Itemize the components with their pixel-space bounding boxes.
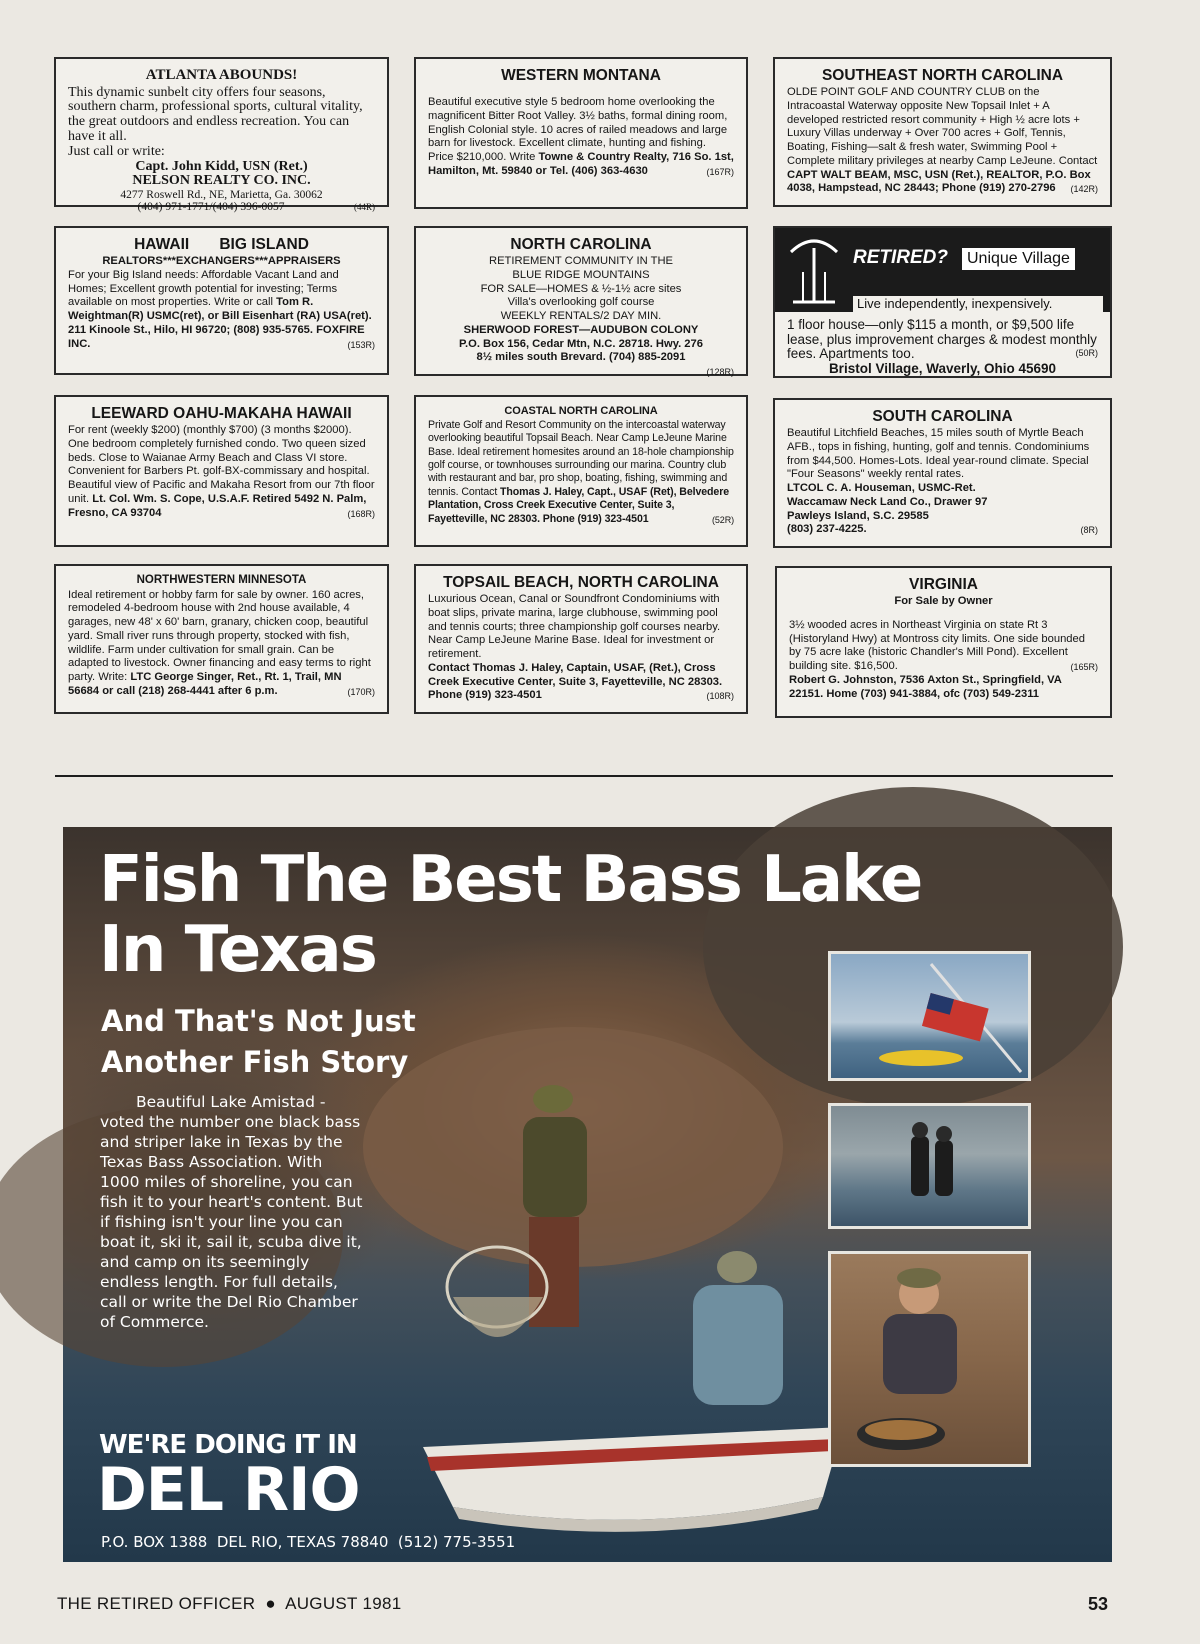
ad-body: 1 floor house—only $115 a month, or $9,500 life lease, plus improvement charges & modest monthly fees. Apartments too. (787, 317, 1097, 362)
ad-line: BLUE RIDGE MOUNTAINS (512, 268, 650, 281)
ad-heading: VIRGINIA (909, 576, 978, 593)
ad-body: OLDE POINT GOLF AND COUNTRY CLUB on the Intracoastal Waterway opposite New Topsail Inlet + A developed restricted resort community + High ½ acre lots + Luxury Villas underway + Over 700 acres + Golf, Tennis, Boating, Fishing—salt & fresh water, Swimming Pool + Complete military privileges at nearby Camp LeJeune. Contact (787, 86, 1098, 167)
ad-code: (168R) (347, 508, 375, 519)
ad-contact: (803) 237-4225. (787, 523, 867, 536)
ad-north-carolina (414, 226, 748, 376)
ad-heading: SOUTH CAROLINA (872, 408, 1013, 425)
ad-phone: (404) 971-1771/(404) 396-0057 (137, 201, 285, 214)
ad-code: (128R) (706, 367, 734, 378)
ad-contact: SHERWOOD FOREST—AUDUBON COLONY (463, 323, 699, 336)
ad-contact-name: Capt. John Kidd, USN (Ret.) (135, 158, 308, 174)
cook-with-skillet-icon (831, 1254, 1028, 1464)
ad-body: 3½ wooded acres in Northeast Virginia on state Rt 3 (Historyland Hwy) at Montross city limits. One side bounded by 75 acre lake (historic Chandler's Mill Pond). Excellent building site. $16,500. (789, 618, 1085, 673)
ad-contact: LTCOL C. A. Houseman, USMC-Ret. (787, 482, 976, 495)
ad-code: (108R) (706, 691, 734, 702)
page-number: 53 (1088, 1594, 1109, 1614)
scuba-divers-photo (828, 1103, 1031, 1229)
ad-heading: LEEWARD OAHU-MAKAHA HAWAII (91, 405, 352, 422)
ad-body: Luxurious Ocean, Canal or Soundfront Condominiums with boat slips, private marina, large clubhouse, swimming pool and tennis courts; three championship golf courses nearby. Near Camp LeJeune Marine Base. Ideal for investment or retirement. (428, 593, 721, 661)
ad-subline: Live independently, inexpensively. (853, 296, 1103, 314)
ad-contact: LTC George Singer, Ret., Rt. 1, Trail, MN 56684 or call (218) 268-4441 after 6 p.m. (68, 671, 342, 697)
ad-contact: 8½ miles south Brevard. (704) 885-2091 (476, 351, 686, 364)
ad-call-text: Just call or write: (68, 143, 165, 159)
ad-subheading: For Sale by Owner (894, 595, 993, 608)
ad-contact: Pawleys Island, S.C. 29585 (787, 509, 929, 522)
ad-code: (165R) (1070, 662, 1098, 673)
divers-figures-icon (831, 1106, 1028, 1226)
ad-code: (167R) (706, 166, 734, 177)
ad-line: FOR SALE—HOMES & ½-1½ acre sites (480, 282, 682, 295)
ad-subheading: REALTORS***EXCHANGERS***APPRAISERS (102, 255, 341, 268)
ad-address: 4277 Roswell Rd., NE, Marietta, Ga. 30062 (120, 189, 323, 202)
village-logo-icon (779, 228, 849, 312)
ad-contact: Tom R. Weightman(R) USMC(ret), or Bill Eisenhart (RA) USA(ret). 211 Kinoole St., Hilo, HI 96720; (808) 935-5765. FOXFIRE INC. (68, 296, 372, 350)
ad-brand: DEL RIO (97, 1455, 360, 1525)
ad-heading: TOPSAIL BEACH, NORTH CAROLINA (443, 574, 719, 591)
ad-heading: COASTAL NORTH CAROLINA (504, 405, 658, 417)
ad-heading: HAWAII BIG ISLAND (134, 236, 309, 253)
ad-body-copy: Beautiful Lake Amistad - voted the number one black bass and striper lake in Texas by the Texas Bass Association. With 1000 miles of shoreline, you can fish it to your heart's content. But if fishing isn't your line you can boat it, ski it, sail it, scuba dive it, and camp on its seemingly endless length. For full details, call or write the Del Rio Chamber of Commerce. (100, 1093, 363, 1331)
ad-line: Villa's overlooking golf course (507, 296, 655, 309)
landing-net-icon (433, 1227, 563, 1377)
ad-southeast-north-carolina (773, 57, 1112, 207)
ad-code: (8R) (1080, 525, 1098, 536)
ad-contact: Robert G. Johnston, 7536 Axton St., Springfield, VA 22151. Home (703) 941-3884, ofc (703) 549-2311 (789, 673, 1062, 700)
ad-heading: ATLANTA ABOUNDS! (145, 67, 298, 83)
ad-contact: Lt. Col. Wm. S. Cope, U.S.A.F. Retired 5492 N. Palm, Fresno, CA 93704 (68, 492, 367, 519)
ad-hawaii-big-island (54, 226, 389, 375)
ad-heading: NORTH CAROLINA (510, 236, 652, 253)
ad-retired-unique-village (773, 226, 1112, 378)
ad-contact: Bristol Village, Waverly, Ohio 45690 (828, 360, 1057, 376)
ad-code: (153R) (347, 339, 375, 350)
subhead-line: And That's Not Just (101, 1004, 416, 1038)
ad-body: Ideal retirement or hobby farm for sale by owner. 160 acres, remodeled 4-bedroom house with 2nd house available, 4 garages, new 48' x 60' barn, granary, chicken coop, beautiful yard. Small river runs through property, stocked with fish, wildlife. Farm under cultivation for small grain. Can be adapted to livestock. Owner financing and easy terms to right party. Write: (68, 588, 371, 684)
camp-cooking-photo (828, 1251, 1031, 1467)
ad-body: Beautiful executive style 5 bedroom home overlooking the magnificent Bitter Root Valley. 3½ baths, formal dining room, English Colonial style. 10 acres of railed meadows and large barn for livestock. Excellent climate, hunting and fishing. Price $210,000. Write (428, 96, 728, 164)
ad-subhead (101, 1001, 416, 1082)
ad-contact: Contact Thomas J. Haley, Captain, USAF, (Ret.), Cross Creek Executive Center, Suite 3, Fayetteville, NC 28303. Phone (919) 323-4501 (428, 661, 723, 702)
ad-contact: Thomas J. Haley, Capt., USAF (Ret), Belvedere Plantation, Cross Creek Executive Center, Suite 3, Fayetteville, NC 28303. Phone (919) 323-4501 (428, 485, 730, 525)
flag-boat-photo (828, 951, 1031, 1081)
ad-line: WEEKLY RENTALS/2 DAY MIN. (500, 310, 662, 323)
ad-company: NELSON REALTY CO. INC. (132, 173, 311, 189)
ad-code: (50R) (1075, 348, 1098, 359)
ad-heading: RETIRED? (853, 247, 948, 268)
ad-address: P.O. BOX 1388 DEL RIO, TEXAS 78840 (512) 775-3551 (101, 1533, 516, 1551)
ad-body: Beautiful Litchfield Beaches, 15 miles south of Myrtle Beach AFB., tops in fishing, hunting, golf and tennis. Condominiums from $44,500. Homes-Lots. Ideal year-round climate. Special "Four Seasons" weekly rental rates. (787, 427, 1090, 481)
ad-coastal-north-carolina (414, 395, 748, 547)
ad-contact: Towne & Country Realty, 716 So. 1st, Hamilton, Mt. 59840 or Tel. (406) 363-4630 (428, 151, 734, 177)
ad-code: (170R) (347, 687, 375, 697)
ad-western-montana (414, 57, 748, 209)
del-rio-advertisement (63, 827, 1112, 1562)
ad-northwestern-minnesota (54, 564, 389, 714)
ad-virginia (775, 566, 1112, 718)
ad-south-carolina (773, 398, 1112, 548)
angler-figure (673, 1247, 803, 1437)
ad-topsail-beach (414, 564, 748, 714)
ad-code: (52R) (711, 514, 734, 525)
ad-tagline: WE'RE DOING IT IN (99, 1430, 357, 1460)
ad-code: (142R) (1070, 184, 1098, 195)
ad-line: RETIREMENT COMMUNITY IN THE (489, 255, 673, 268)
headline-line: In Texas (99, 913, 376, 988)
ad-heading: SOUTHEAST NORTH CAROLINA (821, 67, 1064, 84)
subhead-line: Another Fish Story (101, 1044, 409, 1079)
ad-contact: P.O. Box 156, Cedar Mtn, N.C. 28718. Hwy. 276 (459, 337, 703, 350)
ad-contact: CAPT WALT BEAM, MSC, USN (Ret.), REALTOR, P.O. Box 4038, Hampstead, NC 28443; Phone (919) 270-2796 (787, 168, 1091, 195)
ad-body: For rent (weekly $200) (monthly $700) (3 months $2000). One bedroom completely furnished condo. Two queen sized beds. Close to Waianae Army Beach and Class VI store. Convenient for Barbers Pt. golf-BX-commissary and hospital. Beautiful view of Pacific and Makaha Resort from our 7th floor unit. (68, 424, 375, 505)
ad-body: Private Golf and Resort Community on the intercoastal waterway overlooking beautiful Topsail Beach. Near Camp LeJeune Marine Base. Ideal retirement homesites around an 18-hole championship golf course, or townhouses surrounding our marina. Country club with restaurant and bar, pro shop, boating, fishing, swimming and tennis. Contact (428, 419, 734, 498)
ad-body: For your Big Island needs: Affordable Vacant Land and Homes; Excellent growth potential for investing; Terms available on most properties. Write or call (68, 268, 339, 309)
ad-body: This dynamic sunbelt city offers four seasons, southern charm, professional sports, cultural vitality, the great outdoors and endless recreation. You can have it all. (68, 84, 363, 144)
ad-headline (99, 845, 921, 986)
headline-line: Fish The Best Bass Lake (99, 843, 922, 917)
ad-heading: WESTERN MONTANA (501, 67, 661, 84)
section-divider (55, 775, 1113, 777)
ad-contact: Waccamaw Neck Land Co., Drawer 97 (787, 495, 988, 508)
ad-banner (775, 228, 1110, 312)
footer-publication: THE RETIRED OFFICER ● AUGUST 1981 (57, 1594, 402, 1613)
ad-code: (44R) (354, 202, 375, 213)
ad-atlanta (54, 57, 389, 214)
american-flag-icon (831, 954, 1028, 1078)
ad-heading: NORTHWESTERN MINNESOTA (136, 574, 307, 586)
ad-tagline: Unique Village (962, 248, 1075, 270)
ad-leeward-oahu (54, 395, 389, 547)
